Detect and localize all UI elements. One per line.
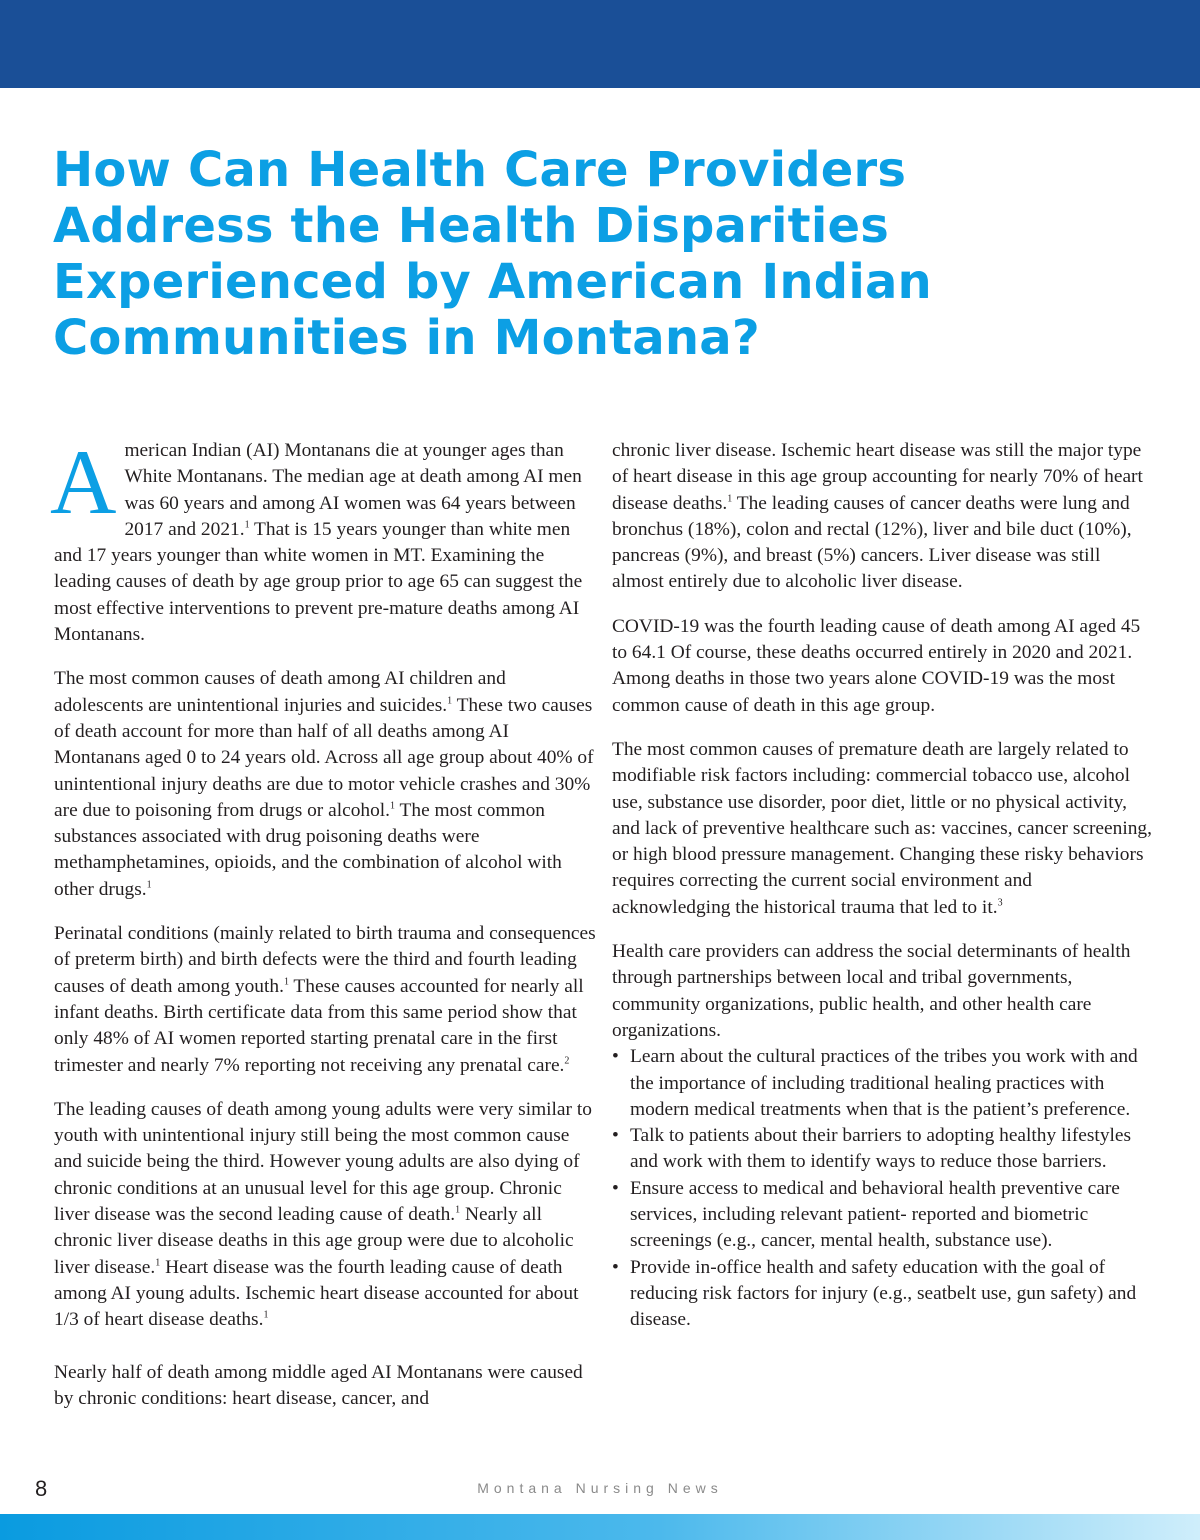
- page-number: 8: [35, 1476, 48, 1501]
- title-line: How Can Health Care Providers: [53, 142, 907, 198]
- citation: 2: [564, 1055, 570, 1067]
- citation: 1: [455, 1204, 461, 1216]
- citation: 1: [146, 879, 152, 891]
- bullet-icon: •: [612, 1046, 619, 1068]
- citation: 1: [283, 976, 289, 988]
- citation: 1: [390, 800, 396, 812]
- list-item: • Ensure access to medical and behavioral health preventive care services, including relevant patient- reported and biometric screenings (e.g., cancer, mental health, substance use).: [612, 1177, 1120, 1252]
- header-band: [0, 0, 1200, 88]
- bullet-icon: •: [612, 1125, 619, 1147]
- paragraph-providers: Health care providers can address the social determinants of health through partnerships between local and tribal governments, community organizations, public health, and other health care organizations.: [612, 941, 1131, 1041]
- citation: 1: [244, 519, 250, 531]
- paragraph-middle-aged: Nearly half of death among middle aged AI Montanans were caused by chronic conditions: heart disease, cancer, and: [54, 1361, 583, 1409]
- paragraph-perinatal: Perinatal conditions (mainly related to birth trauma and consequences of preterm birth) and birth defects were the third and fourth leading causes of death among youth.$^1$ These causes accounted for nearly all infant deaths. Birth certificate data from this same period show that only 48% of AI women reported starting prenatal care in the first trimester and nearly 7% reporting not receiving any prenatal care.$^2$: [54, 923, 596, 1076]
- left-column: [50, 431, 599, 1412]
- list-item: • Provide in-office health and safety education with the goal of reducing risk factors for injury (e.g., seatbelt use, gun safety) and disease.: [612, 1256, 1137, 1331]
- citation: 1: [263, 1309, 269, 1321]
- citation: 1: [447, 695, 453, 707]
- paragraph-young-adults: The leading causes of death among young adults were very similar to youth with unintentional injury still being the most common cause and suicide being the third. However young adults are also dying of chronic conditions at an unusual level for this age group. Chronic liver disease was the second leading cause of death.$^1$ Nearly all chronic liver disease deaths in this age group were due to alcoholic liver disease.$^1$ Heart disease was the fourth leading cause of death among AI young adults. Ischemic heart disease accounted for about 1/3 of heart disease deaths.$^1$: [54, 1098, 592, 1331]
- drop-cap: A: [50, 431, 117, 533]
- title-line: Communities in Montana?: [53, 310, 760, 366]
- right-column: [612, 438, 1154, 1334]
- recommendations-list: [612, 1044, 1154, 1333]
- footer-band: [0, 1514, 1200, 1540]
- paragraph-liver: chronic liver disease. Ischemic heart disease was still the major type of heart disease in this age group accounting for nearly 70% of heart disease deaths.$^1$ The leading causes of cancer deaths were lung and bronchus (18%), colon and rectal (12%), liver and bile duct (10%), pancreas (9%), and breast (5%) cancers. Liver disease was still almost entirely due to alcoholic liver disease.: [612, 440, 1143, 593]
- paragraph-children: The most common causes of death among AI children and adolescents are unintentional injuries and suicides.$^1$ These two causes of death account for more than half of all deaths among AI Montanans aged 0 to 24 years old. Across all age group about 40% of unintentional injury deaths are due to motor vehicle crashes and 30% are due to poisoning from drugs or alcohol.$^1$ The most common substances associated with drug poisoning deaths were methamphetamines, opioids, and the combination of alcohol with other drugs.$^1$: [54, 668, 594, 900]
- title-line: Address the Health Disparities: [53, 198, 889, 254]
- citation: 1: [155, 1257, 161, 1269]
- bullet-icon: •: [612, 1256, 619, 1278]
- paragraph-risk-factors: The most common causes of premature death are largely related to modifiable risk factors including: commercial tobacco use, alcohol use, substance use disorder, poor diet, little or no physical activity, and lack of preventive healthcare such as: vaccines, cancer screening, or high blood pressure management. Changing these risky behaviors requires correcting the current social environment and acknowledging the historical trauma that led to it.$^3$: [612, 738, 1152, 918]
- list-item: • Talk to patients about their barriers to adopting healthy lifestyles and work with them to identify ways to reduce those barriers.: [612, 1125, 1132, 1173]
- citation: 3: [997, 897, 1003, 909]
- article-title: [53, 142, 1153, 366]
- paragraph-covid: COVID-19 was the fourth leading cause of death among AI aged 45 to 64.1 Of course, these deaths occurred entirely in 2020 and 2021. Among deaths in those two years alone COVID-19 was the most common cause of death in this age group.: [612, 615, 1141, 716]
- list-item: • Learn about the cultural practices of the tribes you work with and the importance of including traditional healing practices with modern medical treatments when that is the patient’s preference.: [612, 1046, 1138, 1120]
- title-line: Experienced by American Indian: [53, 254, 932, 310]
- citation: 1: [727, 493, 733, 505]
- intro-paragraph: American Indian (AI) Montanans die at younger ages than White Montanans. The median age at death among AI men was 60 years and among AI women was 64 years between 2017 and 2021.$^1$ That is 15 years younger than white men and 17 years younger than white women in MT. Examining the leading causes of death by age group prior to age 65 can suggest the most effective interventions to prevent pre-mature deaths among AI Montanans.: [50, 431, 583, 646]
- publication-name: Montana Nursing News: [477, 1480, 723, 1496]
- bullet-icon: •: [612, 1177, 619, 1199]
